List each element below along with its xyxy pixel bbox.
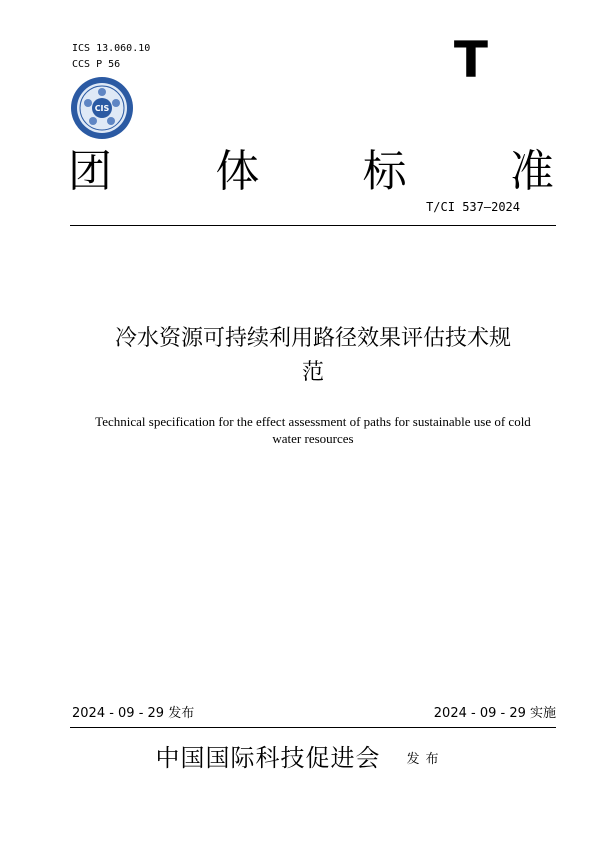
bottom-divider bbox=[70, 727, 556, 728]
title-chinese bbox=[70, 322, 556, 390]
standard-type-char: 准 bbox=[509, 146, 554, 197]
standard-type-char: 团 bbox=[68, 146, 112, 197]
publish-label: 发布 bbox=[406, 752, 445, 767]
standard-type-char: 标 bbox=[362, 146, 407, 197]
title-chinese-line: 范 bbox=[301, 360, 324, 385]
standard-number: T/CI 537—2024 bbox=[426, 200, 520, 214]
ccs-code: CCS P 56 bbox=[72, 59, 121, 70]
publisher-name: 中国国际科技促进会 bbox=[155, 744, 381, 772]
title-chinese-line: 冷水资源可持续利用路径效果评估技术规 bbox=[114, 326, 511, 351]
category-letter: T bbox=[453, 31, 488, 89]
title-english-line: Technical specification for the effect assessment of paths for sustainable use of cold bbox=[95, 414, 531, 429]
organization-seal-icon bbox=[70, 76, 134, 140]
classification-codes bbox=[72, 41, 150, 73]
publish-date: 2024 - 09 - 29 发布 bbox=[72, 706, 195, 721]
title-english bbox=[70, 413, 556, 447]
seal-center-text: CIS bbox=[94, 104, 110, 113]
publisher-row bbox=[0, 738, 600, 773]
implement-date: 2024 - 09 - 29 实施 bbox=[433, 706, 556, 721]
top-divider bbox=[70, 225, 556, 226]
standard-type-char: 体 bbox=[215, 146, 260, 197]
standard-type-heading bbox=[68, 146, 554, 198]
ics-code: ICS 13.060.10 bbox=[72, 43, 151, 54]
title-english-line: water resources bbox=[272, 431, 354, 446]
